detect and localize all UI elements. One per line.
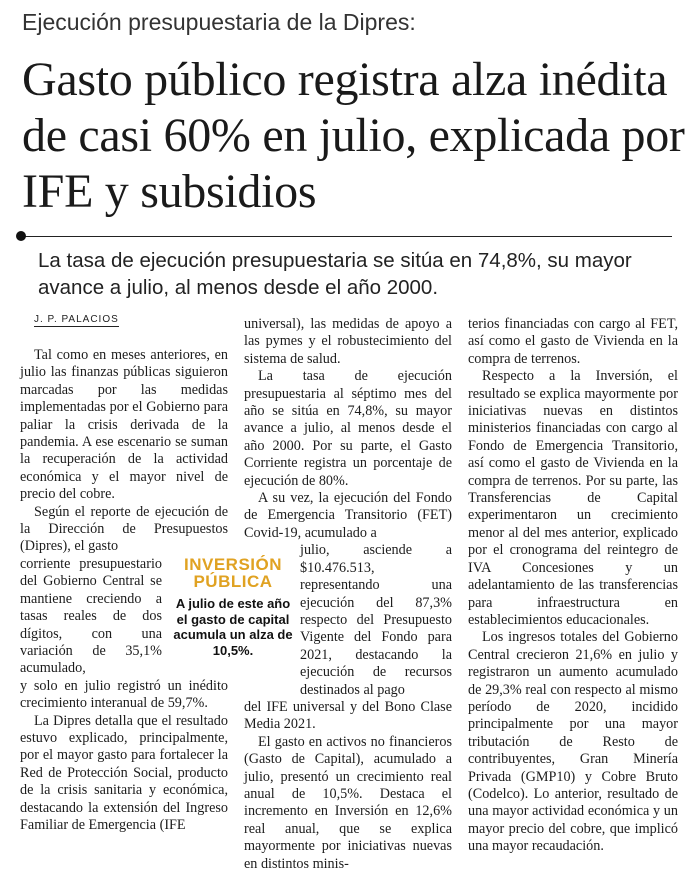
paragraph-continued: y solo en julio registró un inédito crecimiento interanual de 59,7%. <box>20 677 228 712</box>
paragraph: A su vez, la ejecución del Fondo de Emergencia Transitorio (FET) Covid-19, acumulado a <box>244 490 452 541</box>
paragraph: terios financiadas con cargo al FET, así como el gasto de Vivienda en la compra de terrenos. <box>468 316 678 367</box>
bullet-dot-icon <box>16 231 26 241</box>
paragraph: Según el reporte de ejecución de la Dirección de Presupuestos (Dipres), el gasto <box>20 503 228 555</box>
deck: La tasa de ejecución presupuestaria se sitúa en 74,8%, su mayor avance a julio, al menos desde el año 2000. <box>38 249 632 299</box>
callout-title-line: PÚBLICA <box>193 572 273 591</box>
paragraph: La Dipres detalla que el resultado estuvo explicado, principalmente, por el mayor gasto para fortalecer la Red de Protección Social, producto de la crisis sanitaria y económica, destacando la extensión del Ingreso Familiar de Emergencia (IFE <box>20 712 228 833</box>
kicker: Ejecución presupuestaria de la Dipres: <box>22 9 416 35</box>
callout-title-line: INVERSIÓN <box>183 555 283 574</box>
paragraph-continued: julio, asciende a $10.476.513, representando una ejecución del 87,3% respecto del Presupuesto Vigente del Fondo para 2021, destacando la ejecución de recursos destinados al pago <box>300 542 452 698</box>
paragraph: Respecto a la Inversión, el resultado se explica mayormente por iniciativas nuevas en distintos ministerios financiadas con cargo al Fondo de Emergencia Transitorio, así como el gasto de Vivienda en la compra de terrenos. Por su parte, las Transferencias de Capital experimentaron un crecimiento menor al del mes anterior, explicado por el cronograma del reintegro de IVA Concesiones y un adelantamiento de las transferencias para infraestructura en establecimientos educacionales. <box>468 368 678 628</box>
paragraph: El gasto en activos no financieros (Gasto de Capital), acumulado a julio, presentó un crecimiento real anual de 10,5%. Destaca el incremento en Inversión en 12,6% real anual, que se explica mayormente por iniciativas nuevas en distintos minis- <box>244 733 452 872</box>
sidebar-callout <box>170 550 296 668</box>
byline: J. P. PALACIOS <box>34 314 119 325</box>
divider <box>20 236 672 237</box>
headline: Gasto público registra alza inédita de casi 60% en julio, explicada por IFE y subsidios <box>22 53 685 218</box>
paragraph-continued: del IFE universal y del Bono Clase Media 2021. <box>244 698 452 733</box>
column-3 <box>468 316 678 856</box>
paragraph: Los ingresos totales del Gobierno Central crecieron 21,6% en julio y registraron un aumento acumulado de 29,3% real con respecto al mismo período de 2020, incidido principalmente por una mayor tributación de Resto de contribuyentes, Gran Minería Privada (GMP10) y Cobre Bruto (Codelco). Lo anterior, resultado de una mayor actividad económica y un mayor precio del cobre, que implicó una mayor recaudación. <box>468 629 678 855</box>
callout-text: A julio de este año el gasto de capital acumula un alza de 10,5%. <box>173 596 293 658</box>
paragraph: La tasa de ejecución presupuestaria al séptimo mes del año se sitúa en 74,8%, su mayor avance a julio, al menos desde el año 2000. Por su parte, el Gasto Corriente registra un porcentaje de ejecución de 80%. <box>244 368 452 489</box>
paragraph: universal), las medidas de apoyo a las pymes y el robustecimiento del sistema de salud. <box>244 316 452 367</box>
paragraph: Tal como en meses anteriores, en julio las finanzas públicas siguieron marcadas por las medidas implementadas por el Gobierno para paliar la crisis derivada de la pandemia. A ese escenario se suman la recuperación de la actividad económica y el mayor nivel de precio del cobre. <box>20 347 228 503</box>
paragraph-continued: corriente presupuestario del Gobierno Central se mantiene creciendo a tasas reales de dos dígitos, con una variación de 35,1% acumulado, <box>20 555 162 677</box>
callout-title <box>170 556 296 590</box>
